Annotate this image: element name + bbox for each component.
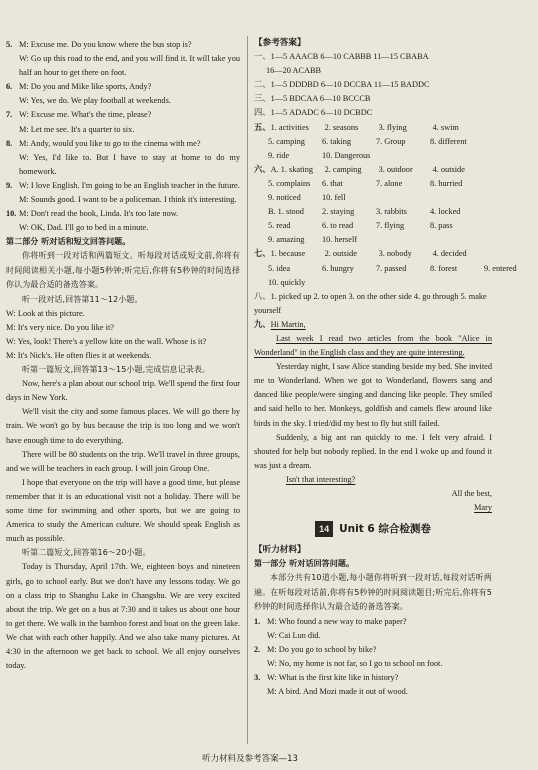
dialogue-line: M: Who found a new way to make paper? [267, 616, 407, 626]
answer-item: 8. hurried [430, 178, 463, 188]
answer-row [254, 262, 517, 276]
dialogue-line: W: OK, Dad. I'll go to bed in a minute. [19, 223, 149, 233]
dialogue-line: M: Don't read the book, Linda. It's too late now. [19, 209, 179, 219]
dialogue-number: 7. [6, 110, 13, 120]
answers-section-9 [254, 318, 492, 332]
dialogue-list-b [254, 615, 492, 700]
text1-intro: 听第一篇短文,回答第13～15小题,完成信息记录表。 [22, 365, 211, 375]
answer-item: 2. staying [322, 207, 355, 217]
dialogue-line: W: No, my home is not far, so I go to school on foot. [267, 658, 443, 668]
answers-section-5 [254, 121, 492, 163]
dialogue-line: M: A bird. And Mozi made it out of wood. [267, 687, 408, 697]
answer-row: 二、1—5 DDDBD 6—10 DCCBA 11—15 BADDC [254, 80, 430, 90]
answer-item: 2. camping [324, 164, 362, 174]
dialogue-number: 6. [6, 82, 13, 92]
dialogue-item [6, 179, 240, 207]
part1-title: 第一部分 听对话回答问题。 [254, 559, 355, 569]
dialogue-line: W: Yes, I'd like to. But I have to stay at home to do my homework. [19, 152, 240, 176]
answer-item: A. 1. skating [270, 164, 314, 174]
dialogue-item [254, 615, 492, 643]
dialogue-line: W: Yes, look! There's a yellow kite on the wall. Whose is it? [6, 336, 207, 346]
answer-item: 5. read [268, 221, 291, 231]
section-label: 七、 [254, 249, 271, 259]
letter-para-2: Yesterday night, I saw Alice standing beside my bed. She invited me to Wonderland. When we got to Wonderland, flowers sang and danced like people/were singing and dancing like people. They smiled and said hello to her. Monkeys, goldfish and camels flew around like birds in the sky. I tried/did my best to fly but still failed. [254, 362, 492, 428]
answer-item: 4. decided [432, 249, 467, 259]
letter-signoff: All the best, [451, 489, 492, 498]
dialogue-line: W: I love English. I'm going to be an English teacher in the future. [19, 180, 240, 190]
answer-row [254, 177, 492, 191]
dialogue-number: 3. [254, 673, 261, 683]
answer-row [254, 163, 492, 177]
answers-section-6 [254, 163, 492, 248]
answer-item: 8. pass [430, 221, 453, 231]
letter-para-1: Last week I read two articles from the book "Alice in Wonderland" in the English class and they are quite interesting. [254, 333, 492, 358]
answer-item: 4. locked [430, 207, 461, 217]
part1-instructions: 本部分共有10道小题,每小题你将听到一段对话,每段对话听两遍。在听每段对话前,你将有5秒钟的时间阅读题目;听完后,你将有5秒钟的时间选择你认为最合适的备选答案。 [254, 573, 492, 612]
section-label: 五、 [254, 122, 271, 132]
listening-title: 【听力材料】 [254, 545, 306, 556]
unit-heading [254, 521, 492, 537]
answer-item: 5. camping [268, 136, 305, 146]
answer-item: 2. seasons [324, 122, 359, 132]
answers-choice-section [254, 50, 492, 120]
answer-item: 6. to read [322, 221, 354, 231]
answer-item: 3. outdoor [378, 164, 413, 174]
dialogue-line: M: Let me see. It's a quarter to six. [19, 124, 135, 134]
section9-label: 九、 [254, 319, 271, 329]
answer-row [254, 233, 492, 247]
answer-item: 10. quickly [268, 277, 306, 287]
answer-row [254, 247, 492, 261]
answer-item: 3. rabbits [376, 207, 407, 217]
unit-number-badge: 14 [315, 521, 333, 537]
answer-row: 三、1—5 BDCAA 6—10 BCCCB [254, 94, 371, 104]
dialogue-item [6, 38, 240, 80]
answer-row: 16—20 ACABB [266, 66, 322, 76]
text1-passage [6, 377, 240, 546]
dialogue-item [254, 671, 492, 699]
answer-item: 8. forest [430, 263, 458, 273]
answer-row [254, 219, 492, 233]
page-footer: 听力材料及参考答案—13 [202, 754, 298, 764]
dialogue-number: 9. [6, 180, 13, 190]
letter-greeting: Hi Martin, [270, 319, 306, 329]
dialogue-number: 2. [254, 644, 261, 654]
answer-row [254, 191, 492, 205]
answer-item: 1. because [270, 249, 306, 259]
dialogue-line: W: Cai Lun did. [267, 630, 321, 640]
answer-item: 4. outside [432, 164, 465, 174]
answer-item: 5. complains [268, 178, 311, 188]
answer-row: 一、1—5 AAACB 6—10 CABBB 11—15 CBABA [254, 52, 429, 62]
text2-intro: 听第二篇短文,回答第16～20小题。 [22, 548, 151, 558]
answer-item: 7. Group [376, 136, 406, 146]
answer-item: B. 1. stood [268, 207, 304, 217]
answer-item: 7. alone [376, 178, 403, 188]
dialogue-line: M: Do you go to school by bike? [267, 644, 377, 654]
dialogue-item [6, 80, 240, 108]
dialogue-number: 8. [6, 138, 13, 148]
letter-closing-question: Isn't that interesting? [286, 474, 356, 484]
answer-item: 1. activities [270, 122, 309, 132]
left-column [6, 38, 240, 673]
dialogue-line: M: Andy, would you like to go to the cinema with me? [19, 138, 201, 148]
dialogue-item [6, 137, 240, 179]
answers-section-8: 八、1. picked up 2. to open 3. on the other side 4. go through 5. make yourself [254, 291, 487, 315]
answer-row [254, 121, 492, 135]
part2-title: 第二部分 听对话和短文回答问题。 [6, 237, 131, 247]
answer-item: 10. fell [322, 193, 346, 203]
answer-row: 四、1—5 ADADC 6—10 DCBDC [254, 108, 373, 118]
passage-paragraph: I hope that everyone on the trip will have a good time, but please remember that it is an educational visit not a holiday. There will be some time for swimming and other sports, but we are going to America to study the American culture. We should speak English as much as possible. [6, 477, 240, 544]
answer-item: 9. ride [268, 150, 290, 160]
answer-item: 6. taking [322, 136, 352, 146]
part2-instructions: 你将听到一段对话和两篇短文。听每段对话或短文前,你将有时间阅读相关小题,每小题5秒钟;听完后,你将有5秒钟的时间选择你认为最合适的备选答案。 [6, 251, 240, 290]
answer-item: 4. swim [432, 122, 459, 132]
answer-item: 2. outside [324, 249, 357, 259]
dialogue-number: 5. [6, 40, 13, 49]
passage-paragraph: We'll visit the city and some famous places. We will go there by train. We won't go by bus because the trip is too long and we won't have enough time to do everything. [6, 407, 240, 445]
dialogue-line: W: Excuse me. What's the time, please? [19, 110, 152, 120]
text2-passage [6, 560, 240, 673]
unit-title: Unit 6 综合检测卷 [339, 523, 431, 536]
answer-item: 7. flying [376, 221, 405, 231]
dialogue-line: W: Look at this picture. [6, 308, 85, 318]
dialogue-line: M: Sounds good. I want to be a policeman. I think it's interesting. [19, 195, 237, 205]
dialogue-line: M: It's very nice. Do you like it? [6, 322, 114, 332]
answer-row [254, 149, 492, 163]
answer-item: 6. hungry [322, 263, 354, 273]
letter-para-3: Suddenly, a big ant ran quickly to me. I felt very afraid. I shouted for help but nobody replied. In the end I woke up and found it was just a dream. [254, 432, 492, 470]
dialogue-line: W: Yes, we do. We play football at weekends. [19, 96, 171, 106]
dialogue-line: M: It's Nick's. He often flies it at weekends. [6, 351, 152, 360]
dialogue-line: W: Go up this road to the end, and you will find it. It will take you half an hour to get there on foot. [19, 54, 240, 78]
answer-row [254, 135, 492, 149]
answer-item: 7. passed [376, 263, 407, 273]
answers-section-7 [254, 247, 517, 289]
answer-item: 10. Dangerous [322, 150, 371, 160]
passage-paragraph: Today is Thursday, April 17th. We, eighteen boys and nineteen girls, go to school early. But we don't have any lessons today. We go on a class trip to Shanghu Lake in Changshu. We are very excited about the trip. We get on a bus at 7:30 and it takes us about one hour to get there. We walk in the bamboo forest and boat on the green lake. We chat with each other happily. And we also take many pictures. At 4:30 in the afternoon we get back to school. We all enjoy ourselves today. [6, 562, 240, 671]
dialogue-line: M: Excuse me. Do you know where the bus stop is? [19, 40, 192, 49]
dialogue-intro: 听一段对话,回答第11～12小题。 [22, 294, 143, 304]
letter-name: Mary [474, 503, 492, 513]
answer-item: 6. that [322, 178, 343, 188]
answers-title: 【参考答案】 [254, 38, 306, 48]
answer-row [254, 276, 492, 290]
answer-row [254, 205, 492, 219]
answer-item: 3. flying [378, 122, 407, 132]
dialogue-item [254, 643, 492, 671]
dialogue-list [6, 38, 240, 235]
dialogue-item [6, 207, 240, 235]
answer-item: 8. different [430, 136, 467, 146]
answer-item: 9. entered [484, 263, 517, 273]
right-column [254, 36, 517, 699]
column-divider [247, 36, 248, 744]
dialogue-lines [6, 307, 240, 363]
passage-paragraph: Now, here's a plan about our school trip. We'll spend the first four days in New York. [6, 379, 240, 403]
dialogue-line: W: What is the first kite like in history? [267, 673, 399, 683]
answer-item: 3. nobody [378, 249, 412, 259]
dialogue-line: M: Do you and Mike like sports, Andy? [19, 82, 152, 92]
answer-item: 9. noticed [268, 193, 301, 203]
section-label: 六、 [254, 164, 271, 174]
answer-item: 10. herself [322, 235, 358, 245]
answer-item: 9. amazing [268, 235, 305, 245]
answer-item: 5. idea [268, 263, 291, 273]
passage-paragraph: There will be 80 students on the trip. We'll travel in three groups, and we will be teachers in each group. I will join Group One. [6, 449, 240, 473]
dialogue-item [6, 108, 240, 136]
dialogue-number: 1. [254, 616, 261, 626]
dialogue-number: 10. [6, 209, 17, 219]
